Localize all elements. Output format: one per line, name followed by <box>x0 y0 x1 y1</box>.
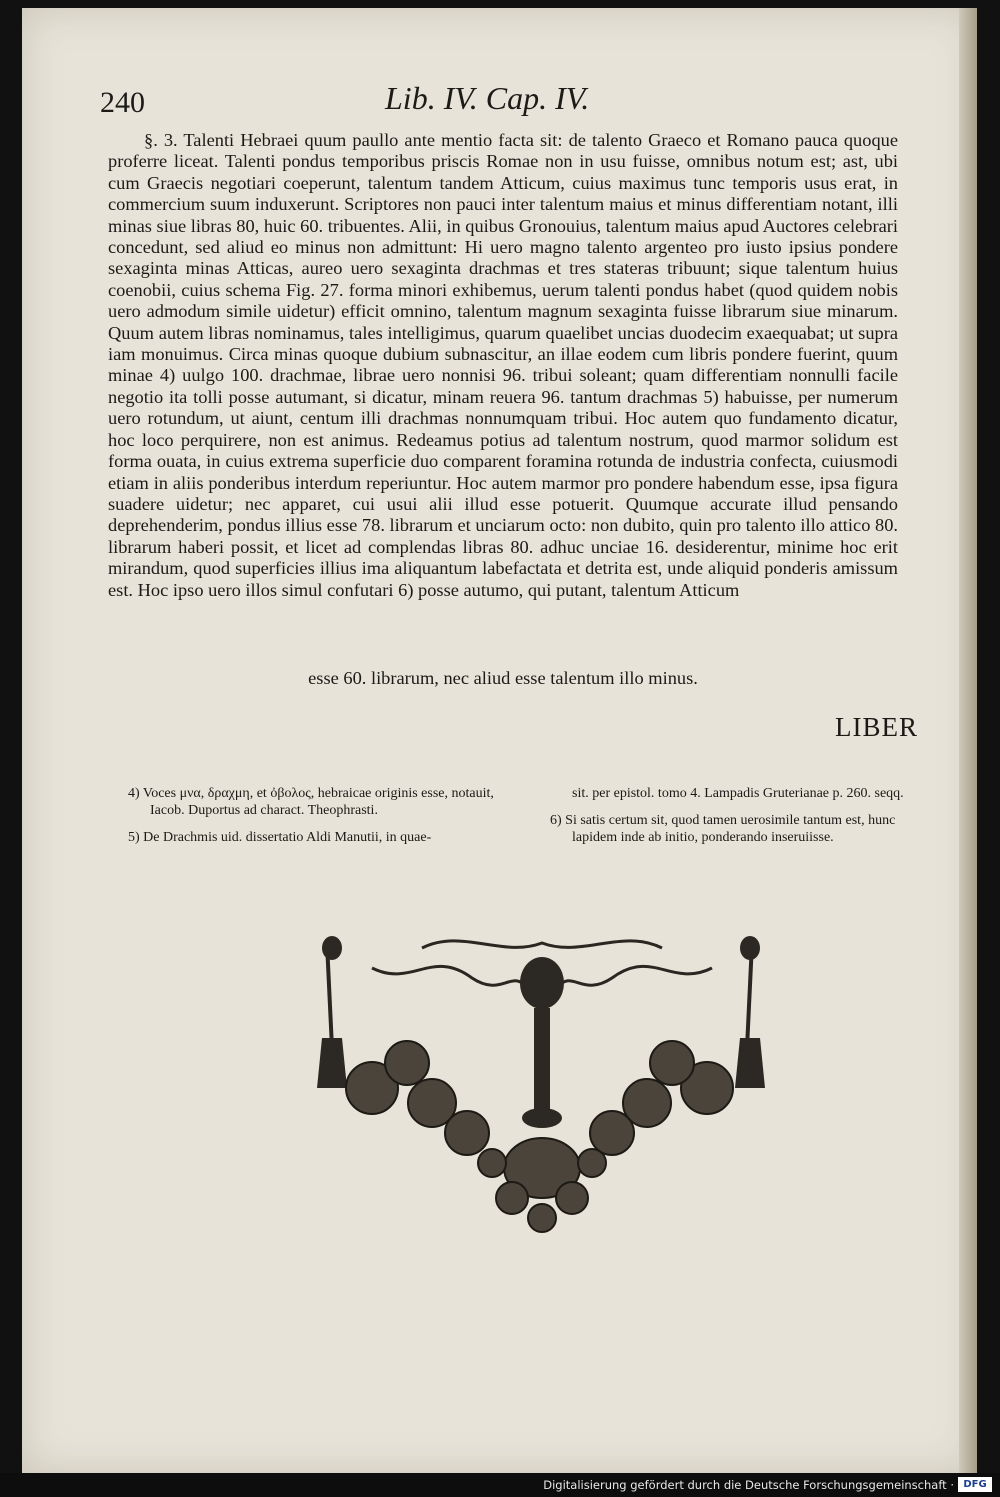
dfg-logo-icon: DFG <box>958 1477 992 1492</box>
footnote-4: 4) Voces μνα, δραχμη, et ὀβολος, hebraicae originis esse, notauit, Iacob. Duportus ad charact. Theophrasti. <box>128 786 494 818</box>
page-number: 240 <box>100 86 145 119</box>
footnote-6: 6) Si satis certum sit, quod tamen uerosimile tantum est, hunc lapidem inde ab initio, ponderando inseruiisse. <box>550 813 896 845</box>
closing-line: esse 60. librarum, nec aliud esse talentum illo minus. <box>308 668 698 688</box>
section-3-paragraph: §. 3. Talenti Hebraei quum paullo ante mentio facta sit: de talento Graeco et Romano pauca quoque proferre liceat. Talenti pondus temporibus priscis Romae non in usu fuisse, omnibus notum est; ast, ubi cum Graecis negotiari coeperunt, talentum tandem Atticum, cuius maximus tunc temporis usus erat, in commercium suum induxerunt. Scriptores non pauci inter talentum maius et minus differentiam notant, illi minas siue libras 80, huic 60. tribuentes. Alii, in quibus Gronouius, talentum maius apud Auctores celebrari concedunt, sed aliud eo minus non admittunt: Hi uero magno talento argenteo pro iusto ipsius pondere sexaginta minas Atticas, aureo uero sexaginta drachmas et tres stateras tribuunt; sique talentum huius coenobii, cuius schema Fig. 27. forma minori exhibemus, uerum talenti pondus habet (quod quidem nobis uero admodum simile uidetur) efficit omnino, talentum magnum sexaginta fuisse librarum siue minarum. Quum autem libras nominamus, tales intelligimus, quarum quaelibet uncias duodecim exaequabat; ut supra iam monuimus. Circa minas quoque dubium subnascitur, an illae eodem cum libris pondere fuerint, quum minae 4) uulgo 100. drachmae, librae uero nonnisi 96. tribui soleant; quam differentiam nonnulli facile negotio ita tolli posse autumant, si dicatur, minam reuera 96. tantum drachmas 5) habuisse, per numerum uero rotundum, ut aiunt, centum illi drachmas nonnumquam tribui. Hoc autem quo fundamento dicatur, hoc loco perquirere, non est animus. Redeamus potius ad talentum nostrum, quod marmor solidum est forma ouata, in cuius extrema superficie duo comparent foramina rotunda de industria confecta, cuiusmodi etiam in aliis ponderibus interdum reperiuntur. Hoc autem marmor pro pondere habendum esse, ipsa figura suadere uidetur; nec apparet, cui usui alii illud esse potuerit. Quumque accurate illud pensando deprehenderim, pondus illius esse 78. librarum et unciarum octo: non dubito, quin pro talento illo attico 80. librarum haberi possit, et licet ad complendas libras 80. adhuc unciae 16. desiderentur, minime hoc erit mirandum, quod superficies illius ima aliquantum labefactata et detrita est, unde aliquid ponderis amissum est. Hoc ipso uero illos simul confutari 6) posse autumo, qui putant, talentum Atticum <box>108 130 898 600</box>
tailpiece-ornament-icon <box>312 928 772 1238</box>
footer-bar <box>0 1473 1000 1497</box>
footnotes-left <box>128 785 520 856</box>
footnote-5-continued: sit. per epistol. tomo 4. Lampadis Gruterianae p. 260. seqq. <box>572 786 904 801</box>
footnote-5: 5) De Drachmis uid. dissertatio Aldi Manutii, in quae- <box>128 830 432 845</box>
running-head: Lib. IV. Cap. IV. <box>385 80 590 116</box>
digitization-credit: Digitalisierung gefördert durch die Deutsche Forschungsgemeinschaft · <box>543 1478 954 1492</box>
footnotes-right <box>550 785 918 856</box>
page-edge <box>959 8 977 1473</box>
page-header <box>100 80 860 130</box>
main-text <box>108 130 898 601</box>
catchword: LIBER <box>835 712 918 742</box>
